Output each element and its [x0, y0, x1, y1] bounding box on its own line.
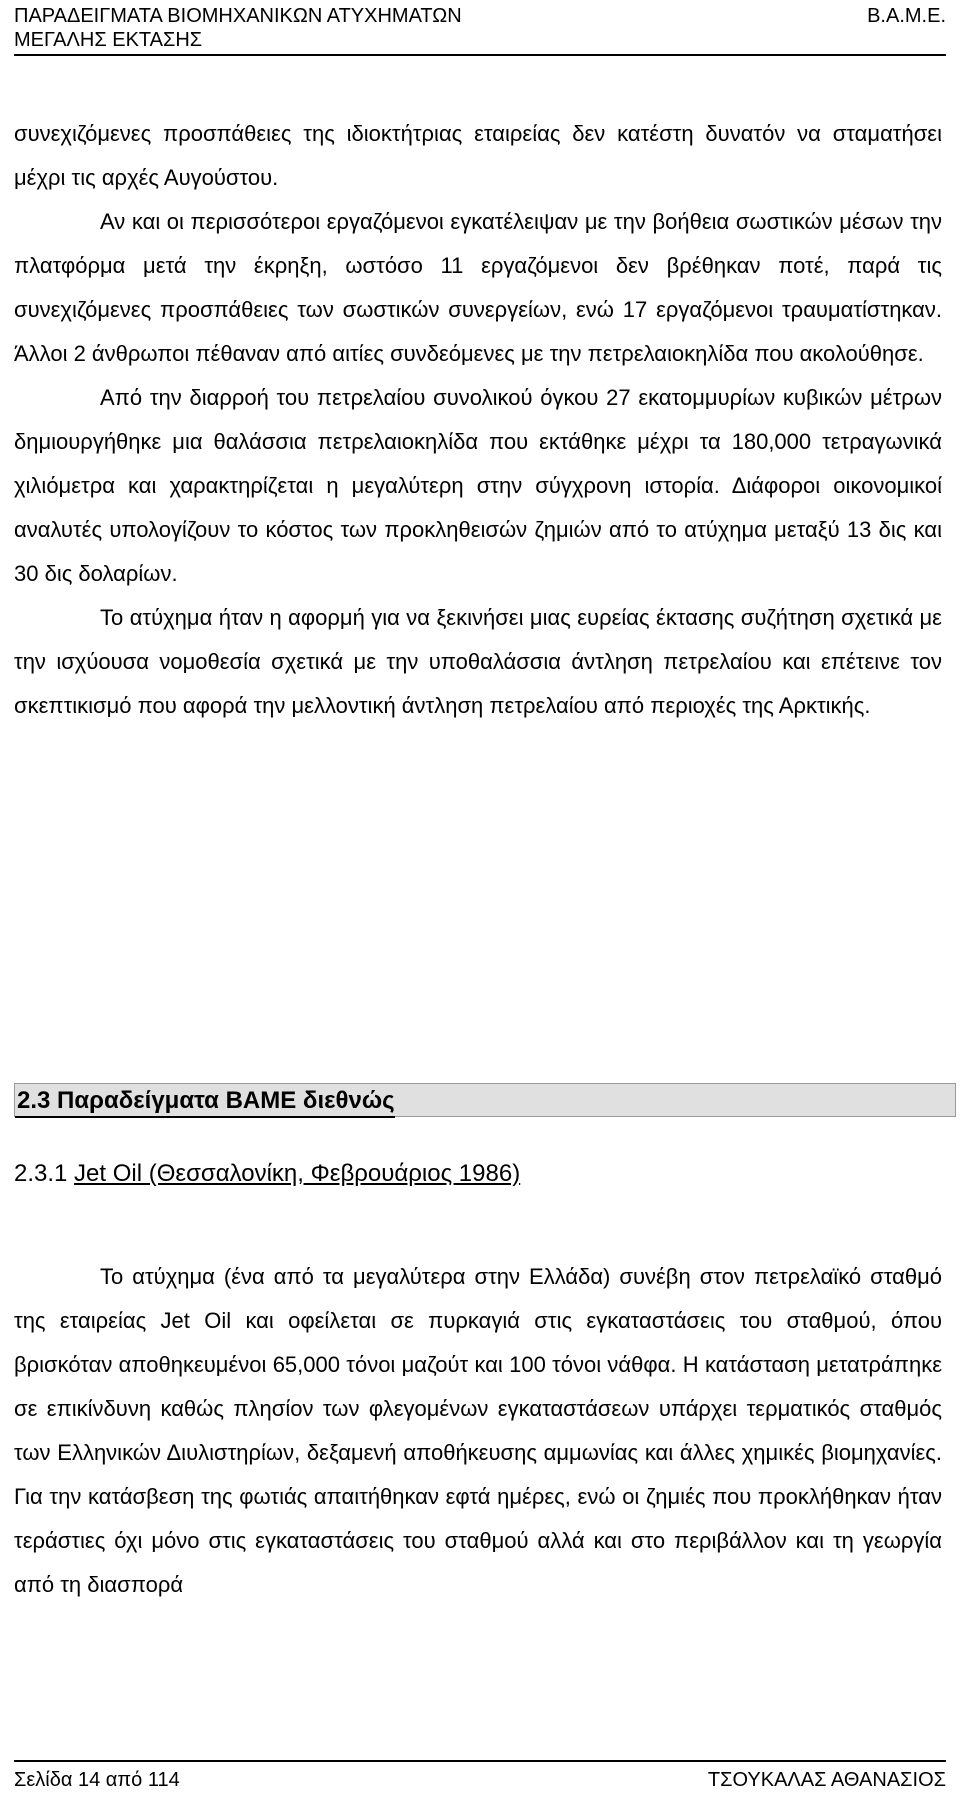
subsection-number: 2.3.1 — [14, 1160, 75, 1187]
footer-divider — [14, 1760, 946, 1762]
section-heading-box — [14, 1083, 956, 1117]
footer-author: ΤΣΟΥΚΑΛΑΣ ΑΘΑΝΑΣΙΟΣ — [707, 1769, 946, 1791]
paragraph: Από την διαρροή του πετρελαίου συνολικού όγκου 27 εκατομμυρίων κυβικών μέτρων δημιουργήθηκε μια θαλάσσια πετρελαιοκηλίδα που εκτάθηκε μέχρι τα 180,000 τετραγωνικά χιλιόμετρα και χαρακτηρίζεται η μεγαλύτερη στην σύγχρονη ιστορία. Διάφοροι οικονομικοί αναλυτές υπολογίζουν το κόστος των προκληθεισών ζημιών από το ατύχημα μεταξύ 13 δις και 30 δις δολαρίων. — [14, 385, 942, 586]
header-abbrev: Β.Α.Μ.Ε. — [867, 5, 946, 27]
header-title-line1: ΠΑΡΑΔΕΙΓΜΑΤΑ ΒΙΟΜΗΧΑΝΙΚΩΝ ΑΤΥΧΗΜΑΤΩΝ — [14, 5, 462, 27]
paragraph: Αν και οι περισσότεροι εργαζόμενοι εγκατέλειψαν με την βοήθεια σωστικών μέσων την πλατφόρμα μετά την έκρηξη, ωστόσο 11 εργαζόμενοι δεν βρέθηκαν ποτέ, παρά τις συνεχιζόμενες προσπάθειες των σωστικών συνεργείων, ενώ 17 εργαζόμενοι τραυματίστηκαν. Άλλοι 2 άνθρωποι πέθαναν από αιτίες συνδεόμενες με την πετρελαιοκηλίδα που ακολούθησε. — [14, 209, 942, 366]
header-title — [14, 4, 462, 52]
page-header — [14, 4, 946, 52]
page-number: Σελίδα 14 από 114 — [14, 1769, 180, 1791]
paragraph: Το ατύχημα (ένα από τα μεγαλύτερα στην Ελλάδα) συνέβη στον πετρελαϊκό σταθμό της εταιρείας Jet Oil και οφείλεται σε πυρκαγιά στις εγκαταστάσεις του σταθμού, όπου βρισκόταν αποθηκευμένοι 65,000 τόνοι μαζούτ και 100 τόνοι νάθφα. Η κατάσταση μετατράπηκε σε επικίνδυνη καθώς πλησίον των φλεγομένων εγκαταστάσεων υπάρχει τερματικός σταθμός των Ελληνικών Διυλιστηρίων, δεξαμενή αποθήκευσης αμμωνίας και άλλες χημικές βιομηχανίες. Για την κατάσβεση της φωτιάς απαιτήθηκαν εφτά ημέρες, ενώ οι ζημιές που προκλήθηκαν ήταν τεράστιες όχι μόνο στις εγκαταστάσεις του σταθμού αλλά και στο περιβάλλον και τη γεωργία από τη διασπορά — [14, 1264, 942, 1597]
subsection-heading — [14, 1159, 520, 1189]
section-body-2 — [14, 1255, 942, 1607]
paragraph: Το ατύχημα ήταν η αφορμή για να ξεκινήσει μιας ευρείας έκτασης συζήτηση σχετικά με την ισχύουσα νομοθεσία σχετικά με την υποθαλάσσια άντληση πετρελαίου και επέτεινε τον σκεπτικισμό που αφορά την μελλοντική άντληση πετρελαίου από περιοχές της Αρκτικής. — [14, 605, 942, 718]
paragraph: συνεχιζόμενες προσπάθειες της ιδιοκτήτριας εταιρείας δεν κατέστη δυνατόν να σταματήσει μέχρι τις αρχές Αυγούστου. — [14, 121, 942, 190]
section-heading: 2.3 Παραδείγματα ΒΑΜΕ διεθνώς — [15, 1086, 395, 1118]
section-body-1 — [14, 112, 942, 728]
header-divider — [14, 54, 946, 56]
header-title-line2: ΜΕΓΑΛΗΣ ΕΚΤΑΣΗΣ — [14, 29, 203, 51]
subsection-title: Jet Oil (Θεσσαλονίκη, Φεβρουάριος 1986) — [74, 1160, 521, 1187]
